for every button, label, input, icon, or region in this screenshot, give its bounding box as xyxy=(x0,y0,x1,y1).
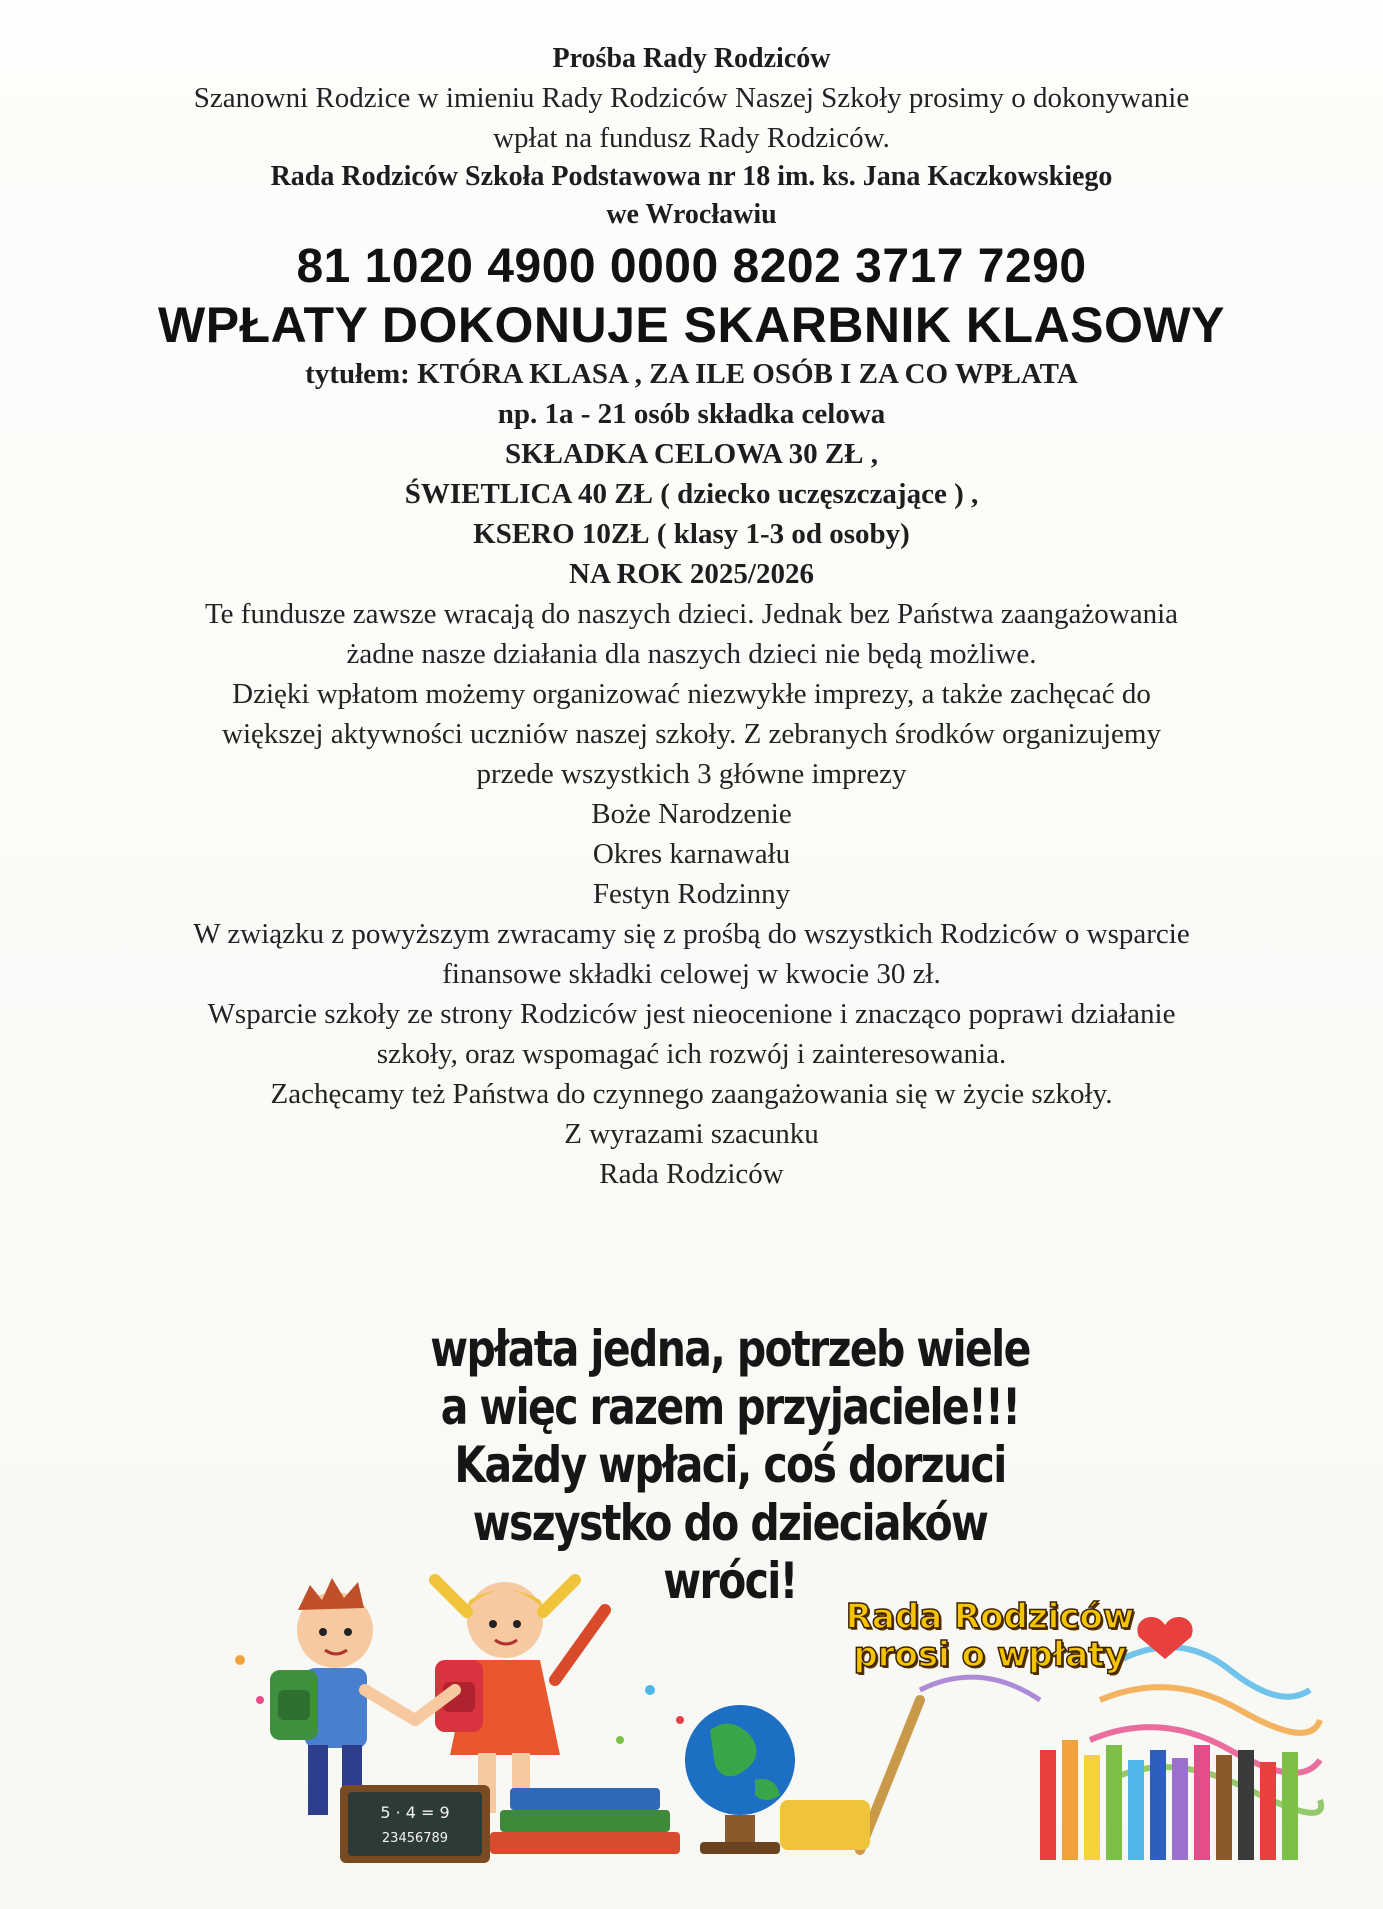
letter-text xyxy=(40,40,1343,1194)
event-item: Festyn Rodzinny xyxy=(592,878,791,910)
paragraph-3-line-1: W związku z powyższym zwracamy się z prośbą do wszystkich Rodziców o wsparcie xyxy=(193,918,1190,950)
intro-line-2: wpłat na fundusz Rady Rodziców. xyxy=(493,122,890,154)
bank-account-number: 81 1020 4900 0000 8202 3717 7290 xyxy=(296,240,1087,293)
books-icon xyxy=(490,1788,680,1854)
slogan-line: a więc razem przyjaciele!!! xyxy=(440,1378,1020,1436)
intro-line-1: Szanowni Rodzice w imieniu Rady Rodziców Naszej Szkoły prosimy o dokonywanie xyxy=(193,82,1190,114)
signature-line: Rada Rodziców xyxy=(599,1158,784,1190)
payments-banner: WPŁATY DOKONUJE SKARBNIK KLASOWY xyxy=(158,297,1225,353)
fee-line: SKŁADKA CELOWA 30 ZŁ , xyxy=(504,438,879,470)
badge-line-1: Rada Rodziców xyxy=(845,1597,1135,1637)
paragraph-3-line-2: finansowe składki celowej w kwocie 30 zł. xyxy=(442,958,941,990)
slogan-line: wszystko do dzieciaków wróci! xyxy=(472,1494,988,1610)
globe-icon xyxy=(685,1705,795,1854)
paragraph-2-line-1: Dzięki wpłatom możemy organizować niezwykłe imprezy, a także zachęcać do xyxy=(232,678,1151,710)
copy-fee-line: KSERO 10ZŁ ( klasy 1-3 od osoby) xyxy=(473,518,910,550)
chalkboard-icon xyxy=(340,1785,490,1863)
paragraph-2-line-3: przede wszystkich 3 główne imprezy xyxy=(476,758,907,790)
paragraph-5-line-1: Zachęcamy też Państwa do czynnego zaangażowania się w życie szkoły. xyxy=(270,1078,1113,1110)
school-illustration xyxy=(220,1540,1330,1870)
chalkboard-line-1: 5 · 4 = 9 xyxy=(380,1803,450,1822)
school-name-line-2: we Wrocławiu xyxy=(606,199,777,230)
slogan-line: wpłata jedna, potrzeb wiele xyxy=(430,1320,1030,1378)
badge-line-2: prosi o wpłaty xyxy=(853,1635,1127,1675)
payment-example-line: np. 1a - 21 osób składka celowa xyxy=(497,398,886,430)
parents-council-badge xyxy=(800,1598,1180,1674)
event-item: Okres karnawału xyxy=(592,838,791,870)
document-title: Prośba Rady Rodziców xyxy=(552,43,831,74)
school-year-line: NA ROK 2025/2026 xyxy=(569,558,814,590)
slogan-line: Każdy wpłaci, coś dorzuci xyxy=(454,1436,1006,1494)
paragraph-2-line-2: większej aktywności uczniów naszej szkoły. Z zebranych środków organizujemy xyxy=(222,718,1161,750)
pencils-icon xyxy=(1040,1740,1298,1860)
event-item: Boże Narodzenie xyxy=(591,798,792,830)
paragraph-1-line-2: żadne nasze działania dla naszych dzieci nie będą możliwe. xyxy=(346,638,1037,670)
closing-line: Z wyrazami szacunku xyxy=(564,1118,819,1150)
school-name-line-1: Rada Rodziców Szkoła Podstawowa nr 18 im. ks. Jana Kaczkowskiego xyxy=(270,161,1113,192)
paragraph-4-line-2: szkoły, oraz wspomagać ich rozwój i zainteresowania. xyxy=(376,1038,1007,1070)
boy-icon xyxy=(270,1578,415,1815)
payment-title-line: tytułem: KTÓRA KLASA , ZA ILE OSÓB I ZA CO WPŁATA xyxy=(305,358,1078,390)
paint-tube-icon xyxy=(780,1800,870,1850)
daycare-fee-line: ŚWIETLICA 40 ZŁ ( dziecko uczęszczające ) , xyxy=(404,478,979,510)
paragraph-1-line-1: Te fundusze zawsze wracają do naszych dzieci. Jednak bez Państwa zaangażowania xyxy=(204,598,1178,630)
chalkboard-line-2: 23456789 xyxy=(381,1831,449,1846)
paragraph-4-line-1: Wsparcie szkoły ze strony Rodziców jest nieocenione i znacząco poprawi działanie xyxy=(207,998,1176,1030)
girl-icon xyxy=(415,1580,605,1813)
